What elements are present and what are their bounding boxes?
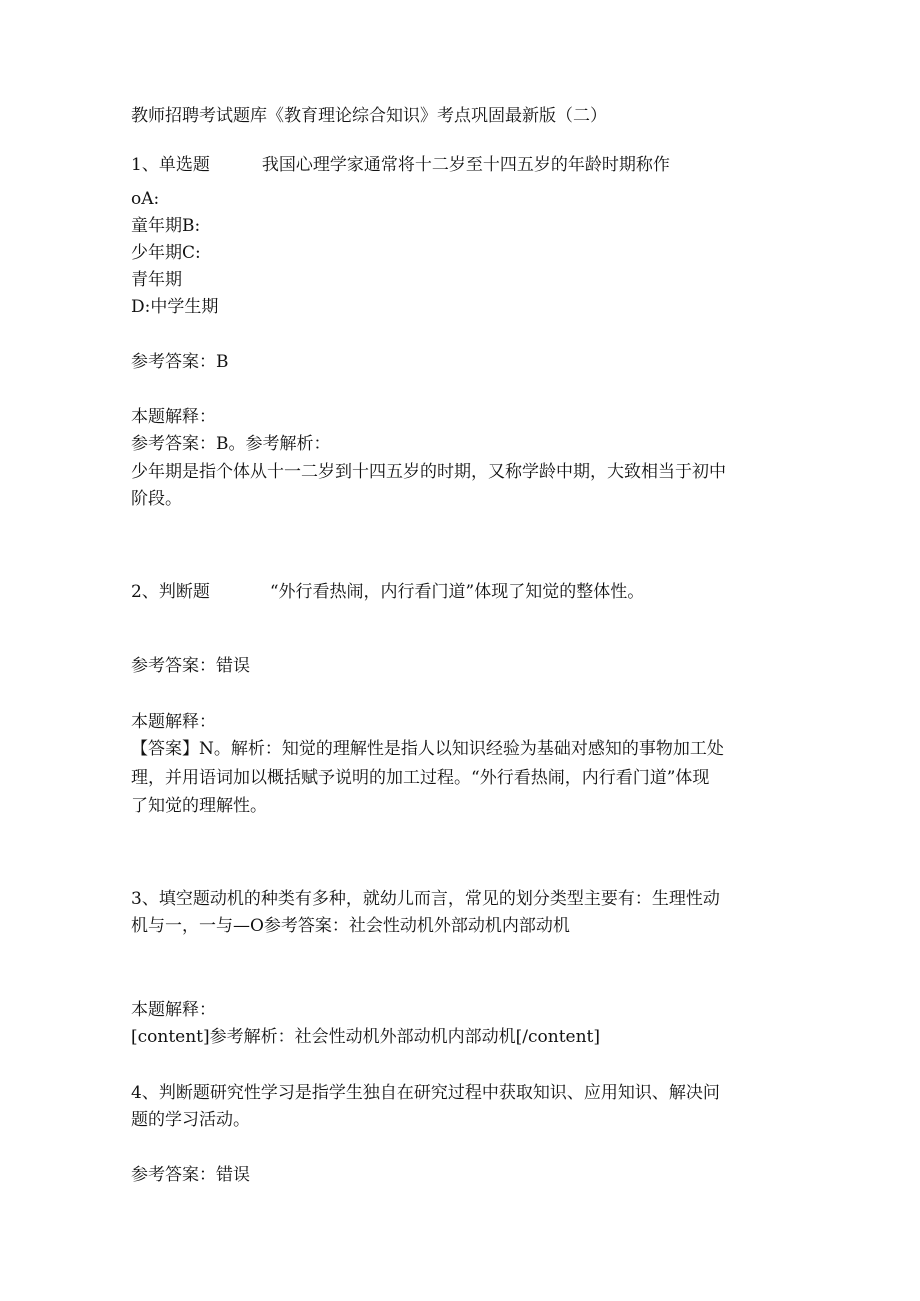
question-2-explain-line: 【答案】N。解析：知觉的理解性是指人以知识经验为基础对感知的事物加工处 bbox=[131, 739, 724, 759]
document-title: 教师招聘考试题库《教育理论综合知识》考点巩固最新版（二） bbox=[131, 106, 607, 126]
question-1-stem: 我国心理学家通常将十二岁至十四五岁的年龄时期称作 bbox=[261, 155, 670, 175]
question-1-option-line: 少年期C: bbox=[131, 243, 201, 263]
question-1-option-line: D:中学生期 bbox=[131, 297, 219, 317]
question-3-explain-label: 本题解释： bbox=[131, 1000, 216, 1020]
question-2-explain-label: 本题解释： bbox=[131, 712, 216, 732]
question-4-line: 4、判断题研究性学习是指学生独自在研究过程中获取知识、应用知识、解决问 bbox=[131, 1083, 720, 1103]
question-1-header bbox=[131, 153, 670, 177]
question-2-answer: 参考答案：错误 bbox=[131, 656, 250, 676]
question-1-option-line: oA: bbox=[131, 189, 160, 209]
question-1-option-line: 青年期 bbox=[131, 270, 182, 290]
question-3-line: 机与一，一与—O参考答案：社会性动机外部动机内部动机 bbox=[131, 916, 570, 936]
question-1-explain-line: 参考答案：B。参考解析： bbox=[131, 434, 331, 454]
question-1-answer: 参考答案：B bbox=[131, 352, 229, 372]
question-3-line: 3、填空题动机的种类有多种，就幼儿而言，常见的划分类型主要有：生理性动 bbox=[131, 889, 720, 909]
question-4-line: 题的学习活动。 bbox=[131, 1110, 250, 1130]
question-2-explain-line: 理，并用语词加以概括赋予说明的加工过程。“外行看热闹，内行看门道”体现 bbox=[131, 768, 710, 788]
question-2-number: 2、判断题 bbox=[131, 582, 210, 602]
question-3-explain-line: [content]参考解析：社会性动机外部动机内部动机[/content] bbox=[131, 1027, 601, 1047]
question-2-explain-line: 了知觉的理解性。 bbox=[131, 796, 267, 816]
question-1-explain-label: 本题解释： bbox=[131, 407, 216, 427]
question-1-option-line: 童年期B: bbox=[131, 216, 201, 236]
question-4-answer: 参考答案：错误 bbox=[131, 1165, 250, 1185]
question-1-explain-line: 阶段。 bbox=[131, 489, 182, 509]
question-2-header bbox=[131, 580, 644, 604]
question-2-stem: “外行看热闹，内行看门道”体现了知觉的整体性。 bbox=[269, 582, 645, 602]
question-1-explain-line: 少年期是指个体从十一二岁到十四五岁的时期，又称学龄中期，大致相当于初中 bbox=[131, 462, 726, 482]
question-1-number: 1、单选题 bbox=[131, 155, 210, 175]
